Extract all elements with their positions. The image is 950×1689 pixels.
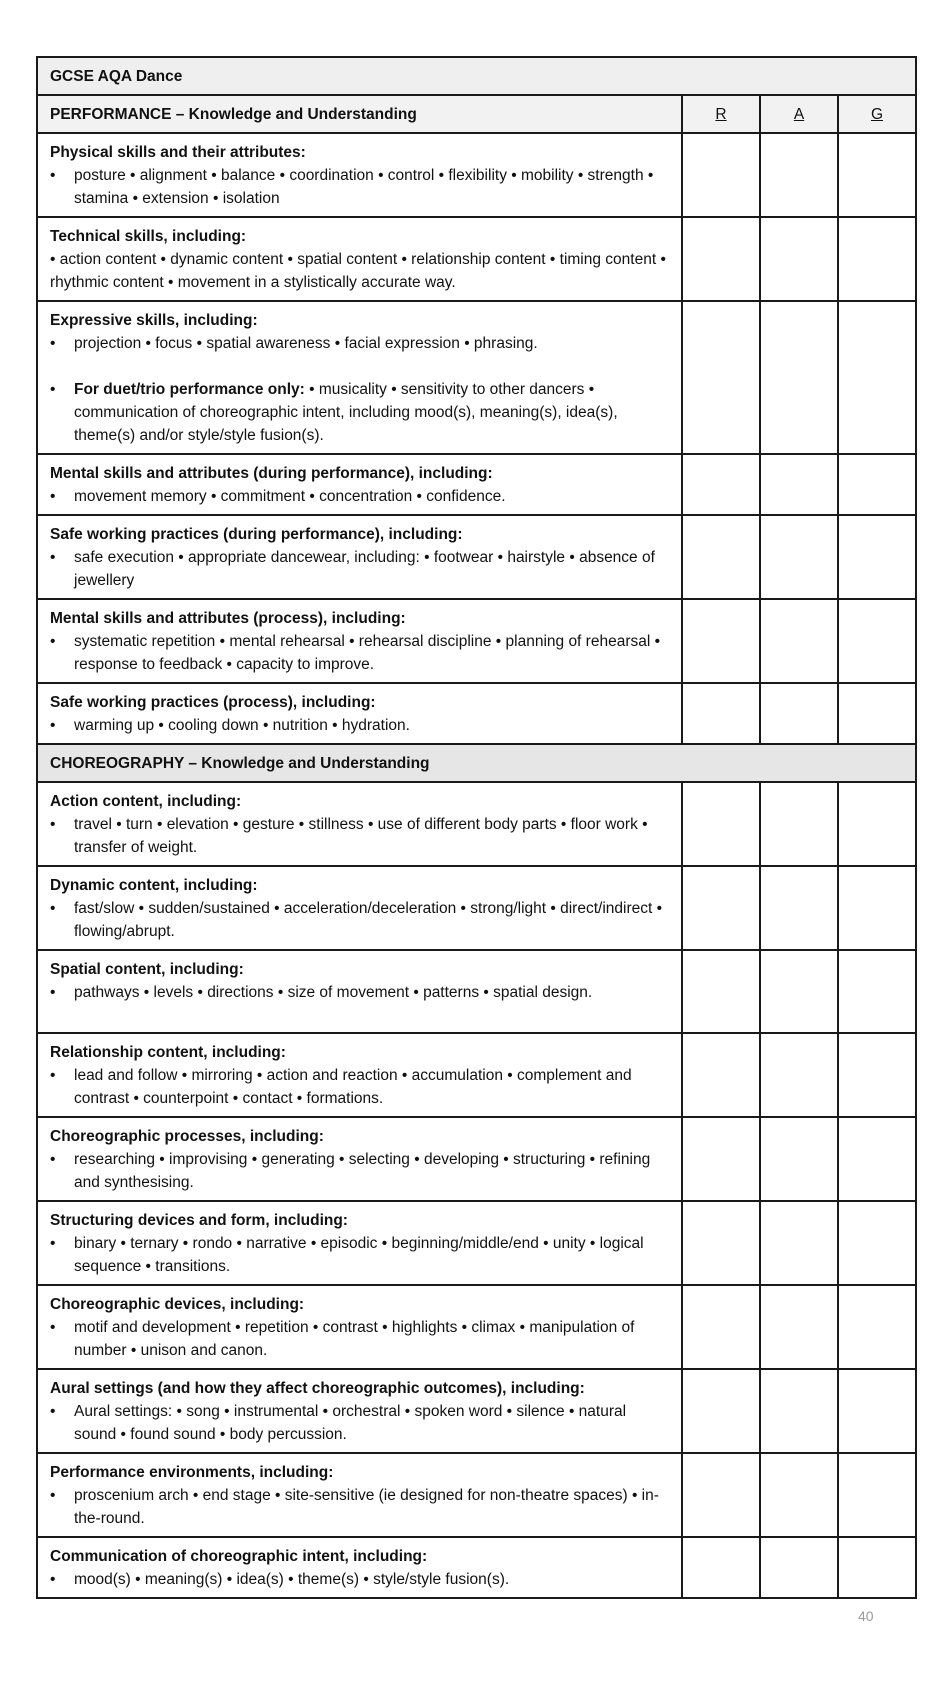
table-row bbox=[37, 1117, 916, 1201]
table-row bbox=[37, 217, 916, 301]
bullet-line bbox=[50, 164, 669, 210]
item-text: lead and follow • mirroring • action and reaction • accumulation • complement and contrast • counterpoint • contact • formations. bbox=[74, 1067, 632, 1107]
rag-cell-a[interactable] bbox=[760, 1201, 838, 1285]
bullet-line bbox=[50, 485, 669, 508]
bullet-line bbox=[50, 630, 669, 676]
bullet-icon: • bbox=[50, 1403, 56, 1420]
item-title: Mental skills and attributes (during performance), including: bbox=[50, 465, 493, 482]
rag-cell-r[interactable] bbox=[682, 301, 760, 454]
table-row bbox=[37, 782, 916, 866]
bullet-line bbox=[50, 897, 669, 943]
rag-cell-g[interactable] bbox=[838, 1369, 916, 1453]
rag-cell-r[interactable] bbox=[682, 217, 760, 301]
rag-cell-a[interactable] bbox=[760, 454, 838, 515]
table-row bbox=[37, 515, 916, 599]
bullet-line bbox=[50, 1484, 669, 1530]
choreography-heading: CHOREOGRAPHY – Knowledge and Understanding bbox=[37, 744, 916, 782]
rag-cell-a[interactable] bbox=[760, 217, 838, 301]
table-row bbox=[37, 1453, 916, 1537]
item-title: Structuring devices and form, including: bbox=[50, 1212, 348, 1229]
rag-cell-g[interactable] bbox=[838, 782, 916, 866]
criteria-cell bbox=[37, 1453, 682, 1537]
item-text: binary • ternary • rondo • narrative • episodic • beginning/middle/end • unity • logical sequence • transitions. bbox=[74, 1235, 644, 1275]
bullet-line bbox=[50, 714, 669, 737]
bullet-icon: • bbox=[50, 549, 56, 566]
performance-header-row bbox=[37, 95, 916, 133]
criteria-cell bbox=[37, 301, 682, 454]
rag-cell-a[interactable] bbox=[760, 133, 838, 217]
criteria-cell bbox=[37, 599, 682, 683]
item-text: systematic repetition • mental rehearsal • rehearsal discipline • planning of rehearsal • response to feedback • capacity to improve. bbox=[74, 633, 661, 673]
bullet-icon: • bbox=[50, 381, 56, 398]
rag-cell-r[interactable] bbox=[682, 866, 760, 950]
bullet-line bbox=[50, 1148, 669, 1194]
rag-cell-g[interactable] bbox=[838, 1537, 916, 1598]
item-text: travel • turn • elevation • gesture • stillness • use of different body parts • floor work • transfer of weight. bbox=[74, 816, 648, 856]
table-row bbox=[37, 599, 916, 683]
rag-cell-r[interactable] bbox=[682, 454, 760, 515]
bullet-line bbox=[50, 1400, 669, 1446]
rag-cell-a[interactable] bbox=[760, 1537, 838, 1598]
table-row bbox=[37, 133, 916, 217]
item-text: pathways • levels • directions • size of movement • patterns • spatial design. bbox=[74, 984, 593, 1001]
criteria-cell bbox=[37, 217, 682, 301]
criteria-cell bbox=[37, 133, 682, 217]
rag-cell-a[interactable] bbox=[760, 866, 838, 950]
rag-cell-g[interactable] bbox=[838, 217, 916, 301]
bullet-icon: • bbox=[50, 167, 56, 184]
item-text: posture • alignment • balance • coordination • control • flexibility • mobility • strength • stamina • extension • isolation bbox=[74, 167, 654, 207]
item-title: Dynamic content, including: bbox=[50, 877, 258, 894]
rag-cell-g[interactable] bbox=[838, 133, 916, 217]
item-title: Communication of choreographic intent, including: bbox=[50, 1548, 428, 1565]
item-text: proscenium arch • end stage • site-sensitive (ie designed for non-theatre spaces) • in-the-round. bbox=[74, 1487, 659, 1527]
bullet-icon: • bbox=[50, 1319, 56, 1336]
rag-cell-a[interactable] bbox=[760, 1285, 838, 1369]
item-title: Aural settings (and how they affect choreographic outcomes), including: bbox=[50, 1380, 585, 1397]
criteria-cell bbox=[37, 515, 682, 599]
bullet-icon: • bbox=[50, 1067, 56, 1084]
rag-cell-r[interactable] bbox=[682, 599, 760, 683]
criteria-cell bbox=[37, 950, 682, 1033]
item-text: researching • improvising • generating • selecting • developing • structuring • refining and synthesising. bbox=[74, 1151, 651, 1191]
rag-cell-g[interactable] bbox=[838, 866, 916, 950]
rag-cell-a[interactable] bbox=[760, 1033, 838, 1117]
bullet-icon: • bbox=[50, 488, 56, 505]
rag-header-r: R bbox=[682, 95, 760, 133]
criteria-cell bbox=[37, 1537, 682, 1598]
item-text: movement memory • commitment • concentration • confidence. bbox=[74, 488, 506, 505]
item-title: Safe working practices (process), including: bbox=[50, 694, 376, 711]
rag-cell-g[interactable] bbox=[838, 599, 916, 683]
rag-cell-g[interactable] bbox=[838, 1117, 916, 1201]
criteria-cell bbox=[37, 1285, 682, 1369]
item-title: Mental skills and attributes (process), including: bbox=[50, 610, 406, 627]
item-text: warming up • cooling down • nutrition • hydration. bbox=[74, 717, 410, 734]
rag-cell-r[interactable] bbox=[682, 1201, 760, 1285]
item-text-rest: • musicality • sensitivity to other dancers • communication of choreographic intent, including mood(s), meaning(s), idea(s), theme(s) and/or style/style fusion(s). bbox=[74, 381, 618, 444]
bullet-icon: • bbox=[50, 1151, 56, 1168]
rag-cell-r[interactable] bbox=[682, 950, 760, 1033]
item-text-extra bbox=[74, 378, 669, 447]
rag-cell-g[interactable] bbox=[838, 950, 916, 1033]
performance-heading: PERFORMANCE – Knowledge and Understanding bbox=[37, 95, 682, 133]
rag-cell-a[interactable] bbox=[760, 515, 838, 599]
item-text: fast/slow • sudden/sustained • acceleration/deceleration • strong/light • direct/indirect • flowing/abrupt. bbox=[74, 900, 663, 940]
bullet-line bbox=[50, 332, 669, 355]
item-text-bold: For duet/trio performance only: bbox=[74, 381, 305, 398]
item-title: Physical skills and their attributes: bbox=[50, 144, 306, 161]
rag-cell-a[interactable] bbox=[760, 599, 838, 683]
rag-cell-r[interactable] bbox=[682, 683, 760, 744]
bullet-icon: • bbox=[50, 984, 56, 1001]
bullet-line bbox=[50, 546, 669, 592]
rag-header-a: A bbox=[760, 95, 838, 133]
bullet-line bbox=[50, 1568, 669, 1591]
rag-cell-g[interactable] bbox=[838, 454, 916, 515]
bullet-line bbox=[50, 1316, 669, 1362]
rag-cell-g[interactable] bbox=[838, 683, 916, 744]
criteria-cell bbox=[37, 454, 682, 515]
bullet-line bbox=[50, 1232, 669, 1278]
item-title: Action content, including: bbox=[50, 793, 242, 810]
criteria-cell bbox=[37, 1369, 682, 1453]
bullet-icon: • bbox=[50, 1235, 56, 1252]
item-title: Safe working practices (during performance), including: bbox=[50, 526, 463, 543]
rag-cell-r[interactable] bbox=[682, 1537, 760, 1598]
criteria-cell bbox=[37, 1201, 682, 1285]
table-row bbox=[37, 1369, 916, 1453]
rag-cell-r[interactable] bbox=[682, 782, 760, 866]
item-title: Performance environments, including: bbox=[50, 1464, 334, 1481]
item-text: mood(s) • meaning(s) • idea(s) • theme(s) • style/style fusion(s). bbox=[74, 1571, 510, 1588]
table-row bbox=[37, 301, 916, 454]
table-row bbox=[37, 866, 916, 950]
rag-cell-r[interactable] bbox=[682, 133, 760, 217]
bullet-icon: • bbox=[50, 717, 56, 734]
rag-cell-a[interactable] bbox=[760, 683, 838, 744]
rag-cell-a[interactable] bbox=[760, 1453, 838, 1537]
rag-cell-g[interactable] bbox=[838, 1201, 916, 1285]
rag-cell-r[interactable] bbox=[682, 1369, 760, 1453]
item-title: Relationship content, including: bbox=[50, 1044, 286, 1061]
bullet-line bbox=[50, 813, 669, 859]
rag-cell-g[interactable] bbox=[838, 1033, 916, 1117]
bullet-icon: • bbox=[50, 1571, 56, 1588]
rag-cell-r[interactable] bbox=[682, 515, 760, 599]
criteria-cell bbox=[37, 1117, 682, 1201]
spacer bbox=[50, 355, 669, 378]
item-text: projection • focus • spatial awareness • facial expression • phrasing. bbox=[74, 335, 538, 352]
bullet-icon: • bbox=[50, 335, 56, 352]
bullet-line bbox=[50, 1064, 669, 1110]
table-row bbox=[37, 1285, 916, 1369]
rag-cell-g[interactable] bbox=[838, 515, 916, 599]
item-title: Technical skills, including: bbox=[50, 228, 247, 245]
rag-cell-r[interactable] bbox=[682, 1285, 760, 1369]
bullet-icon: • bbox=[50, 900, 56, 917]
rag-cell-r[interactable] bbox=[682, 1117, 760, 1201]
criteria-cell bbox=[37, 782, 682, 866]
document-title: GCSE AQA Dance bbox=[37, 57, 916, 95]
rag-cell-g[interactable] bbox=[838, 1453, 916, 1537]
criteria-cell bbox=[37, 1033, 682, 1117]
rag-cell-a[interactable] bbox=[760, 301, 838, 454]
item-text: safe execution • appropriate dancewear, including: • footwear • hairstyle • absence of jewellery bbox=[74, 549, 655, 589]
bullet-icon: • bbox=[50, 633, 56, 650]
rag-cell-r[interactable] bbox=[682, 1033, 760, 1117]
bullet-icon: • bbox=[50, 1487, 56, 1504]
bullet-line bbox=[50, 981, 669, 1004]
rag-cell-r[interactable] bbox=[682, 1453, 760, 1537]
criteria-cell bbox=[37, 866, 682, 950]
criteria-cell bbox=[37, 683, 682, 744]
bullet-icon: • bbox=[50, 816, 56, 833]
table-row bbox=[37, 1201, 916, 1285]
page-number: 40 bbox=[858, 1608, 874, 1624]
rag-cell-a[interactable] bbox=[760, 782, 838, 866]
rag-cell-g[interactable] bbox=[838, 301, 916, 454]
item-text: motif and development • repetition • contrast • highlights • climax • manipulation of number • unison and canon. bbox=[74, 1319, 635, 1359]
title-row bbox=[37, 57, 916, 95]
rag-cell-g[interactable] bbox=[838, 1285, 916, 1369]
rag-cell-a[interactable] bbox=[760, 1369, 838, 1453]
table-row bbox=[37, 1537, 916, 1598]
table-row bbox=[37, 454, 916, 515]
item-text: • action content • dynamic content • spatial content • relationship content • timing content • rhythmic content • movement in a stylistically accurate way. bbox=[50, 251, 666, 291]
table-row bbox=[37, 683, 916, 744]
item-title: Expressive skills, including: bbox=[50, 312, 258, 329]
rag-cell-a[interactable] bbox=[760, 1117, 838, 1201]
bullet-line bbox=[50, 378, 669, 447]
item-title: Spatial content, including: bbox=[50, 961, 244, 978]
table-row bbox=[37, 950, 916, 1033]
rag-checklist-table bbox=[36, 56, 917, 1599]
item-title: Choreographic devices, including: bbox=[50, 1296, 305, 1313]
rag-header-g: G bbox=[838, 95, 916, 133]
choreography-header-row bbox=[37, 744, 916, 782]
rag-cell-a[interactable] bbox=[760, 950, 838, 1033]
item-text: Aural settings: • song • instrumental • orchestral • spoken word • silence • natural sound • found sound • body percussion. bbox=[74, 1403, 627, 1443]
item-title: Choreographic processes, including: bbox=[50, 1128, 324, 1145]
table-row bbox=[37, 1033, 916, 1117]
